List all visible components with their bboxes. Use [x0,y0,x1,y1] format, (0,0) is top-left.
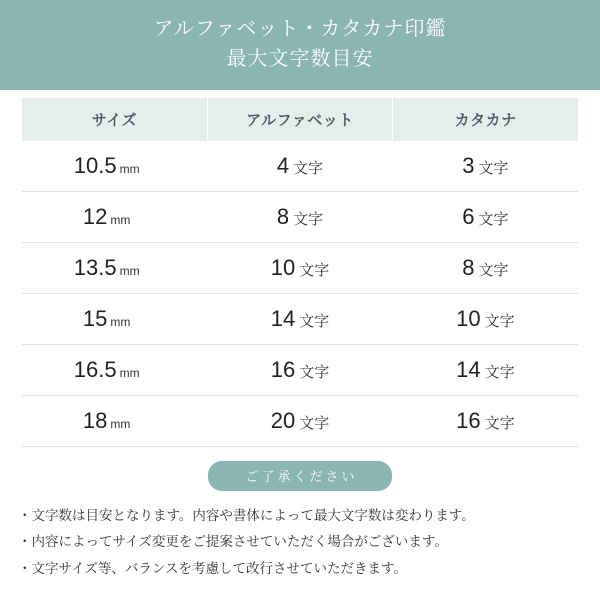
size-value: 13.5 [73,255,117,280]
alphabet-value: 14 [270,306,296,331]
table-row [22,396,578,447]
table-row [22,141,578,192]
cell-alphabet [207,192,392,243]
table-row [22,345,578,396]
katakana-value: 3 [462,153,475,178]
size-unit: mm [119,264,140,278]
katakana-unit: 文字 [478,211,509,228]
alphabet-unit: 文字 [293,160,324,177]
column-header-alphabet: アルファベット [207,98,392,141]
page-header [0,0,600,90]
alphabet-unit: 文字 [299,364,330,381]
cell-alphabet [207,396,392,447]
alphabet-value: 20 [270,408,296,433]
column-header-size: サイズ [22,98,207,141]
table-header-row [22,98,578,141]
notice-list [0,491,600,582]
cell-size [22,294,207,345]
table-header [22,98,578,141]
table-row [22,243,578,294]
katakana-value: 8 [462,255,475,280]
katakana-unit: 文字 [478,262,509,279]
alphabet-value: 10 [270,255,296,280]
alphabet-value: 4 [276,153,290,178]
size-value: 10.5 [73,153,117,178]
cell-katakana [393,192,578,243]
cell-alphabet [207,294,392,345]
cell-alphabet [207,243,392,294]
table-body [22,141,578,447]
cell-size [22,192,207,243]
size-unit: mm [119,162,140,176]
size-value: 18 [82,408,108,433]
alphabet-unit: 文字 [299,415,330,432]
size-value: 15 [82,306,108,331]
column-header-katakana: カタカナ [393,98,578,141]
cell-katakana [393,345,578,396]
alphabet-unit: 文字 [299,262,330,279]
cell-alphabet [207,141,392,192]
katakana-unit: 文字 [478,160,509,177]
page-title-line2: 最大文字数目安 [226,48,374,70]
katakana-value: 16 [456,408,481,433]
notice-item: ・文字数は目安となります。内容や書体によって最大文字数は変わります。 [18,508,475,523]
cell-size [22,141,207,192]
size-unit: mm [110,213,131,227]
alphabet-value: 8 [276,204,290,229]
cell-alphabet [207,345,392,396]
cell-size [22,243,207,294]
notice-item: ・文字サイズ等、バランスを考慮して改行させていただきます。 [18,560,407,576]
size-table [22,98,578,447]
katakana-value: 10 [456,306,481,331]
table-row [22,192,578,243]
size-unit: mm [110,315,131,329]
size-value: 16.5 [73,357,117,382]
alphabet-unit: 文字 [299,313,330,330]
notice-title-badge: ご了承ください [208,461,391,491]
cell-katakana [393,243,578,294]
katakana-unit: 文字 [484,313,515,330]
katakana-value: 6 [462,204,475,229]
cell-size [22,396,207,447]
size-table-container [0,90,600,447]
katakana-value: 14 [456,357,481,382]
size-unit: mm [119,366,140,380]
page-title-line1: アルファベット・カタカナ印鑑 [153,18,447,40]
katakana-unit: 文字 [484,364,515,381]
size-unit: mm [110,417,131,431]
katakana-unit: 文字 [484,415,515,432]
size-value: 12 [82,204,108,229]
table-row [22,294,578,345]
cell-katakana [393,141,578,192]
alphabet-unit: 文字 [293,211,324,228]
cell-katakana [393,396,578,447]
cell-size [22,345,207,396]
cell-katakana [393,294,578,345]
alphabet-value: 16 [270,357,296,382]
notice-item: ・内容によってサイズ変更をご提案させていただく場合がございます。 [18,534,448,550]
notice-section [0,461,600,491]
